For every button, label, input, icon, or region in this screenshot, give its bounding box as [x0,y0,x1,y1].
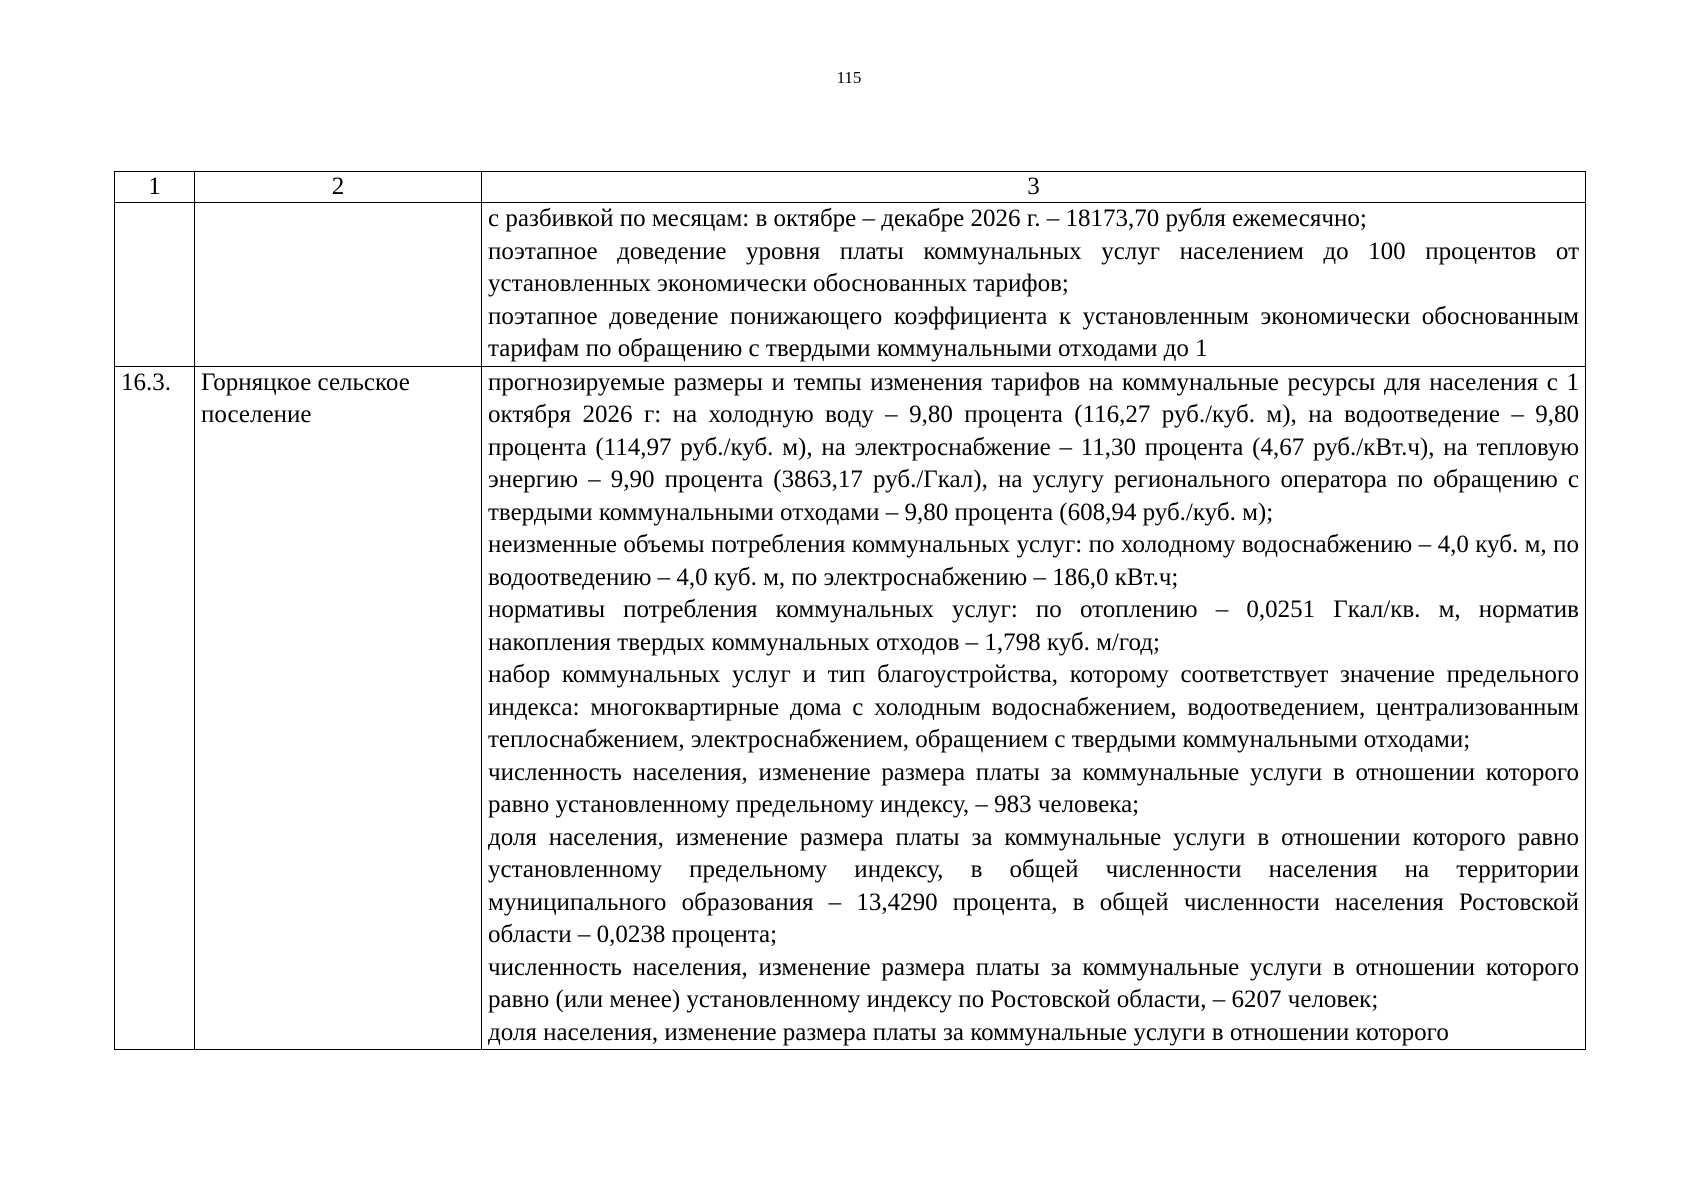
table-row [115,203,1586,367]
row-number: 16.3. [115,366,195,1050]
paragraph: набор коммунальных услуг и тип благоустройства, которому соответствует значение предельного индекса: многоквартирные дома с холодным водоснабжением, водоотведением, централизованным теплоснабжением, электроснабжением, обращением с твердыми коммунальными отходами; [488,661,1579,753]
paragraph: нормативы потребления коммунальных услуг: по отоплению – 0,0251 Гкал/кв. м, норматив накопления твердых коммунальных отходов – 1,798 куб. м/год; [488,596,1579,656]
tariff-table [114,171,1586,1050]
paragraph: неизменные объемы потребления коммунальных услуг: по холодному водоснабжению – 4,0 куб. м, по водоотведению – 4,0 куб. м, по электроснабжению – 186,0 кВт.ч; [488,531,1579,591]
row-number [115,203,195,367]
municipality-name [195,203,482,367]
paragraph: поэтапное доведение понижающего коэффициента к установленным экономически обоснованным тарифам по обращению с твердыми коммунальными отходами до 1 [488,302,1579,362]
column-header-2: 2 [195,172,482,203]
municipality-name: Горняцкое сельское поселение [195,366,482,1050]
row-description [482,366,1586,1050]
row-description [482,203,1586,367]
table-row [115,366,1586,1050]
paragraph: доля населения, изменение размера платы за коммунальные услуги в отношении которого [488,1018,1449,1046]
paragraph: численность населения, изменение размера платы за коммунальные услуги в отношении которого равно установленному предельному индексу, – 983 человека; [488,758,1579,818]
paragraph: численность населения, изменение размера платы за коммунальные услуги в отношении которого равно (или менее) установленному индексу по Ростовской области, – 6207 человек; [488,953,1579,1013]
column-header-3: 3 [482,172,1586,203]
paragraph: прогнозируемые размеры и темпы изменения тарифов на коммунальные ресурсы для населения с 1 октября 2026 г: на холодную воду – 9,80 процента (116,27 руб./куб. м), на водоотведение – 9,80 процента (114,97 руб./куб. м), на электроснабжение – 11,30 процента (4,67 руб./кВт.ч), на тепловую энергию – 9,90 процента (3863,17 руб./Гкал), на услугу регионального оператора по обращению с твердыми коммунальными отходами – 9,80 процента (608,94 руб./куб. м); [488,368,1579,526]
column-header-1: 1 [115,172,195,203]
paragraph: поэтапное доведение уровня платы коммунальных услуг населением до 100 процентов от установленных экономически обоснованных тарифов; [488,237,1579,297]
page-number: 115 [836,68,862,87]
paragraph: с разбивкой по месяцам: в октябре – декабре 2026 г. – 18173,70 рубля ежемесячно; [488,205,1367,232]
table-header-row [115,172,1586,203]
paragraph: доля населения, изменение размера платы за коммунальные услуги в отношении которого равно установленному предельному индексу, в общей численности населения на территории муниципального образования – 13,4290 процента, в общей численности населения Ростовской области – 0,0238 процента; [488,823,1579,948]
